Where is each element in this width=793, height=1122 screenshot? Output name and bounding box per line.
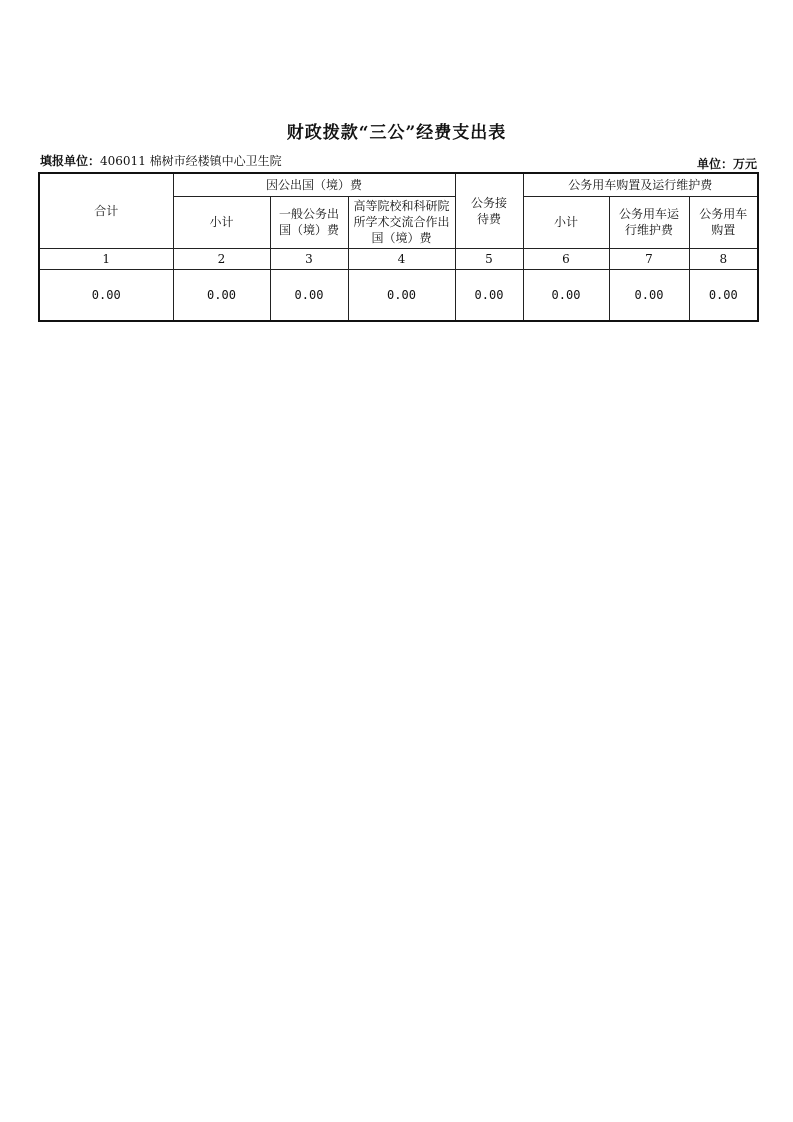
value-abroad-subtotal: 0.00 — [173, 269, 270, 321]
header-reception-label: 公务接待费 — [471, 195, 508, 226]
column-number: 3 — [270, 248, 348, 269]
header-abroad-academic-label: 高等院校和科研院所学术交流合作出国（境）费 — [353, 199, 450, 245]
header-vehicle-subtotal: 小计 — [523, 196, 609, 248]
table-row — [39, 269, 758, 321]
value-vehicle-operation: 0.00 — [609, 269, 689, 321]
header-vehicle-purchase — [689, 196, 758, 248]
header-vehicle-operation — [609, 196, 689, 248]
header-total: 合计 — [39, 173, 173, 248]
value-abroad-general: 0.00 — [270, 269, 348, 321]
header-vehicle-purchase-label: 公务用车购置 — [699, 207, 748, 237]
value-abroad-academic: 0.00 — [348, 269, 455, 321]
reporting-unit-label: 填报单位： — [40, 154, 101, 168]
document-title: 财政拨款“三公”经费支出表 — [286, 123, 507, 143]
column-number: 4 — [348, 248, 455, 269]
header-abroad-academic — [348, 196, 455, 248]
header-abroad-general — [270, 196, 348, 248]
value-vehicle-purchase: 0.00 — [689, 269, 758, 321]
header-vehicle-operation-label: 公务用车运行维护费 — [618, 207, 679, 237]
column-number: 5 — [455, 248, 523, 269]
value-reception: 0.00 — [455, 269, 523, 321]
column-number: 6 — [523, 248, 609, 269]
column-number: 2 — [173, 248, 270, 269]
expenditure-table — [38, 172, 759, 322]
currency-unit: 单位：万元 — [696, 157, 757, 171]
header-reception — [455, 173, 523, 248]
reporting-unit-value: 406011 棉树市经楼镇中心卫生院 — [100, 154, 282, 168]
header-abroad-subtotal: 小计 — [173, 196, 270, 248]
header-abroad: 因公出国（境）费 — [173, 173, 455, 196]
value-total: 0.00 — [39, 269, 173, 321]
value-vehicle-subtotal: 0.00 — [523, 269, 609, 321]
column-number: 8 — [689, 248, 758, 269]
header-abroad-general-label: 一般公务出国（境）费 — [279, 207, 340, 237]
reporting-unit — [40, 152, 282, 169]
header-vehicle: 公务用车购置及运行维护费 — [523, 173, 758, 196]
column-number-row — [39, 248, 758, 269]
column-number: 1 — [39, 248, 173, 269]
column-number: 7 — [609, 248, 689, 269]
